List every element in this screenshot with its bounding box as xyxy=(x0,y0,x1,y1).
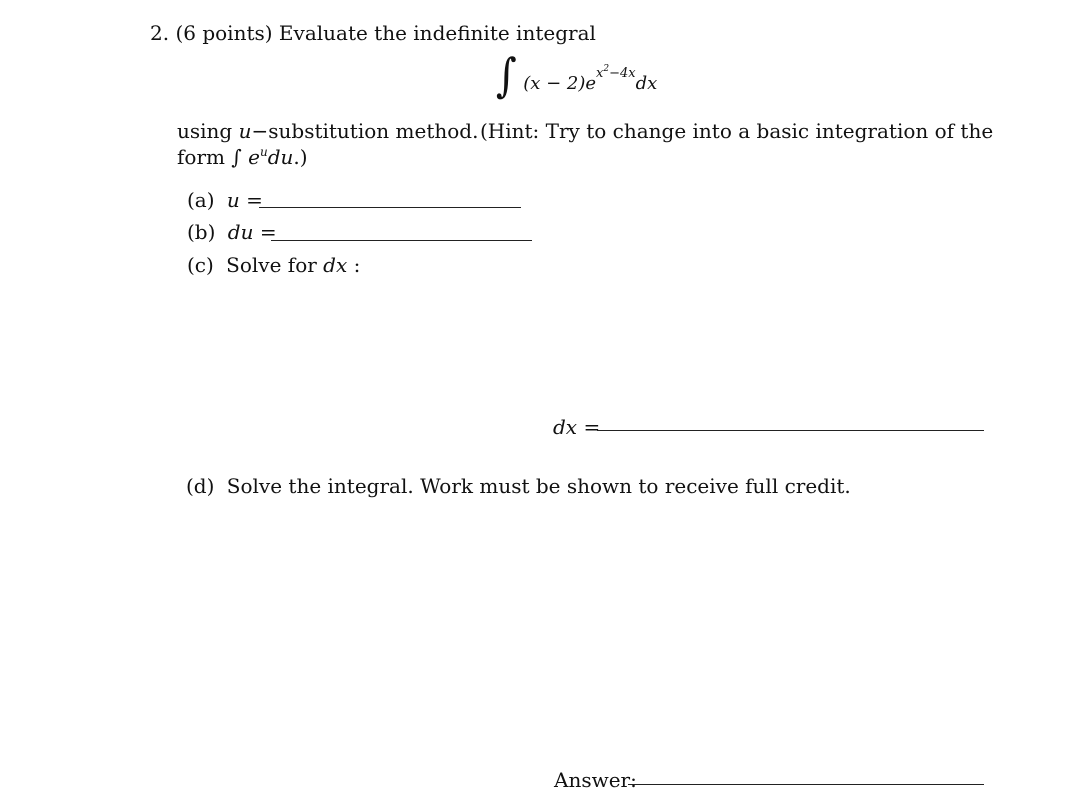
part-c: (c) Solve for dx : xyxy=(187,253,361,277)
part-a xyxy=(187,190,263,210)
part-a-answer-line[interactable] xyxy=(259,207,521,208)
part-c-text: Solve for xyxy=(226,253,324,277)
part-d-text: Solve the integral. Work must be shown to receive full credit. xyxy=(226,474,851,498)
dx-answer-line[interactable] xyxy=(597,430,984,431)
part-d-label: (d) xyxy=(186,474,215,498)
part-b-expr: du = xyxy=(227,220,277,244)
hint: (Hint: Try to change into a basic integration of the xyxy=(480,119,994,143)
instruction-line-1: using u−substitution method. xyxy=(177,119,479,143)
problem-number: 2. xyxy=(150,21,170,45)
integral-expression xyxy=(496,49,658,103)
part-b-answer-line[interactable] xyxy=(271,240,532,241)
problem-header xyxy=(150,23,596,43)
dx-answer-label: dx = xyxy=(553,415,601,439)
final-answer-line[interactable] xyxy=(628,784,984,785)
problem-title: Evaluate the indefinite integral xyxy=(278,21,596,45)
instruction-line-2: form ∫ $e^udu$.) xyxy=(177,145,308,169)
part-c-label: (c) xyxy=(187,253,214,277)
final-answer-label: Answer: xyxy=(554,768,637,792)
integral-exponent: x2−4x xyxy=(596,64,636,81)
integral-differential: dx xyxy=(635,73,658,94)
integral-factor: (x − 2)e xyxy=(523,73,597,94)
problem-points: (6 points) xyxy=(175,21,273,45)
integral-sign: ∫ xyxy=(496,49,517,103)
part-b-label: (b) xyxy=(187,220,216,244)
part-b xyxy=(187,222,277,242)
part-a-label: (a) xyxy=(187,188,215,212)
part-a-expr: u = xyxy=(226,188,263,212)
part-d xyxy=(186,476,851,496)
